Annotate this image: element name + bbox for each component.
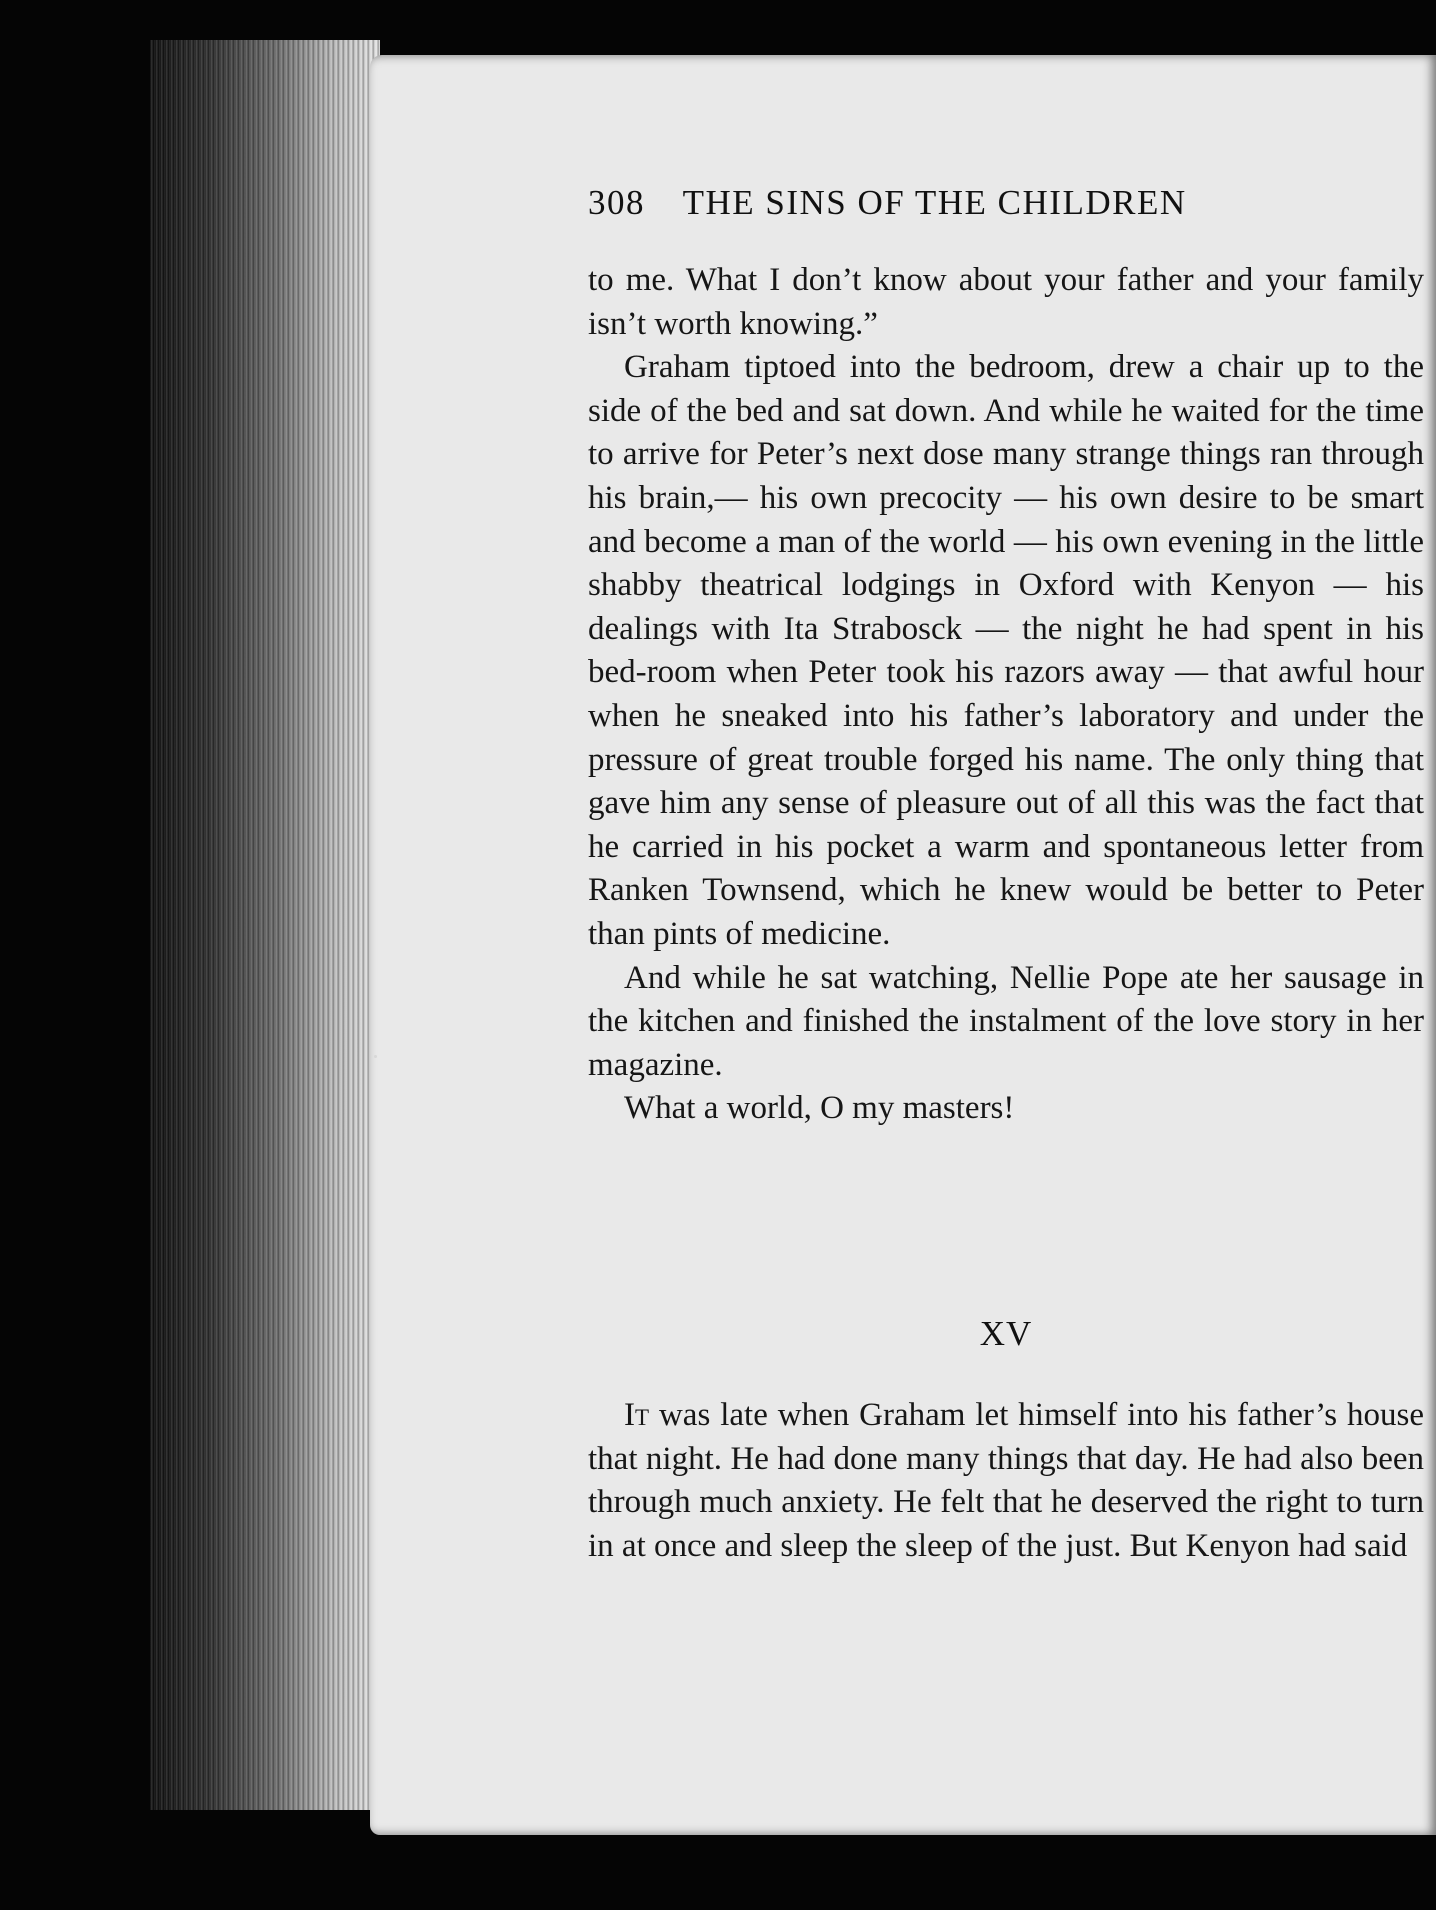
scan-speck (374, 1055, 377, 1058)
running-title: THE SINS OF THE CHILDREN (682, 183, 1187, 222)
chapter-heading: XV (979, 1314, 1033, 1353)
running-header (588, 183, 1348, 223)
paragraph-continued: to me. What I don’t know about your father and your family isn’t worth knowing.” (588, 262, 1424, 342)
opening-paragraph-text: was late when Graham let himself into his father’s house that night. He had done many things that day. He had also been through much anxiety. He felt that he deserved the right to turn in at once and sleep the sleep of the just. But Kenyon had said (588, 1397, 1424, 1564)
paragraph: And while he sat watching, Nellie Pope ate her sausage in the kitchen and finished the instalment of the love story in her magazine. (588, 959, 1424, 1083)
book-fore-edge (150, 40, 380, 1810)
text-block-after-chapter (588, 1394, 1424, 1568)
text-block-before-chapter (588, 259, 1424, 1131)
opening-word: It (624, 1397, 650, 1433)
chapter-opening-paragraph (588, 1394, 1424, 1568)
paragraph: Graham tiptoed into the bedroom, drew a chair up to the side of the bed and sat down. And while he waited for the time to arrive for Peter’s next dose many strange things ran through his brain,— his own precocity — his own desire to be smart and become a man of the world — his own evening in the little shabby theatrical lodgings in Oxford with Kenyon — his dealings with Ita Strabosck — the night he had spent in his bed-room when Peter took his razors away — that awful hour when he sneaked into his father’s laboratory and under the pressure of great trouble forged his name. The only thing that gave him any sense of pleasure out of all this was the fact that he carried in his pocket a warm and spontaneous letter from Ranken Townsend, which he knew would be better to Peter than pints of medicine. (588, 349, 1424, 952)
paragraph: What a world, O my masters! (624, 1090, 1015, 1127)
page-number: 308 (588, 183, 645, 222)
